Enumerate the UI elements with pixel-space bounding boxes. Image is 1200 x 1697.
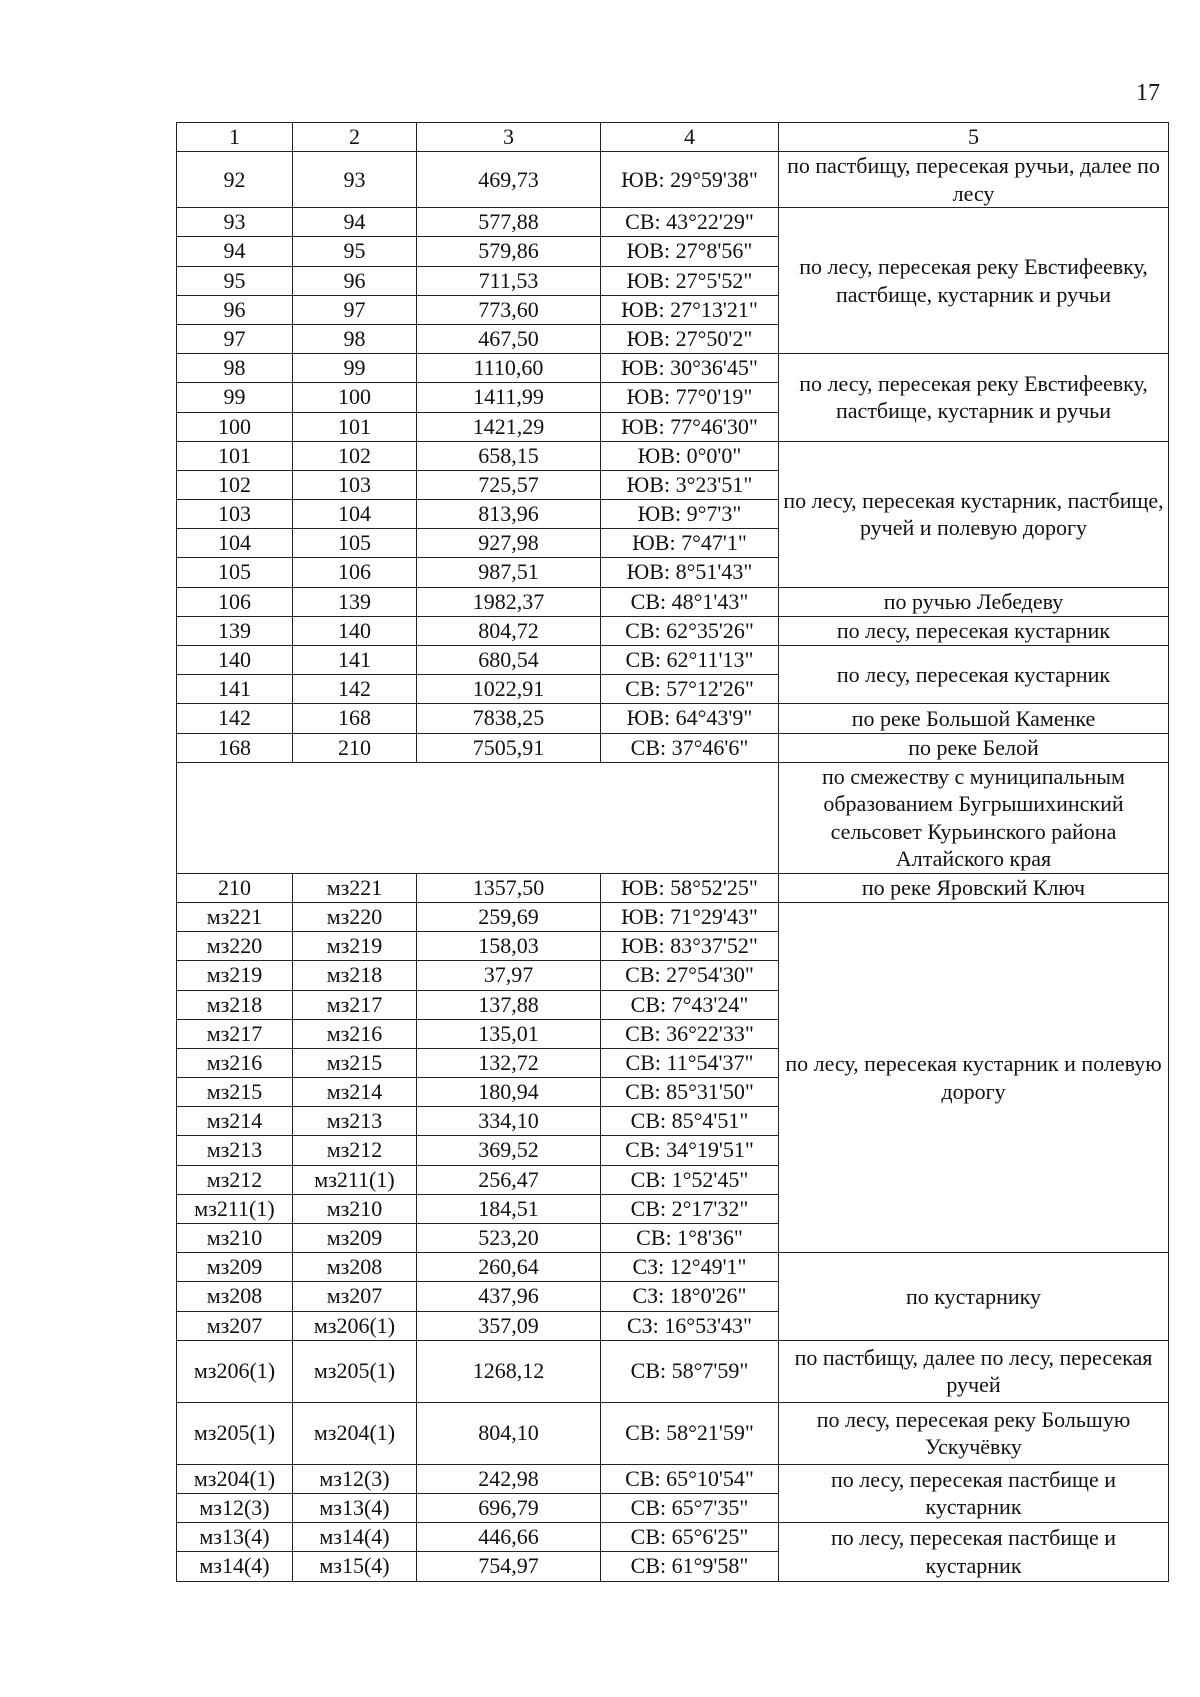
direction: СВ: 57°12'26" xyxy=(601,675,779,704)
point-from: 94 xyxy=(177,237,293,266)
point-from: мз14(4) xyxy=(177,1552,293,1581)
direction: ЮВ: 30°36'45" xyxy=(601,354,779,383)
point-from: мз205(1) xyxy=(177,1402,293,1464)
direction: ЮВ: 64°43'9" xyxy=(601,704,779,733)
direction: ЮВ: 27°8'56" xyxy=(601,237,779,266)
point-from: мз215 xyxy=(177,1078,293,1107)
direction: ЮВ: 58°52'25" xyxy=(601,873,779,902)
distance: 180,94 xyxy=(417,1078,601,1107)
point-from: 106 xyxy=(177,587,293,616)
distance: 256,47 xyxy=(417,1165,601,1194)
distance: 1357,50 xyxy=(417,873,601,902)
point-from: мз219 xyxy=(177,961,293,990)
point-from: 139 xyxy=(177,616,293,645)
distance: 804,72 xyxy=(417,616,601,645)
direction: СЗ: 16°53'43" xyxy=(601,1311,779,1340)
point-from: 99 xyxy=(177,383,293,412)
point-to: 94 xyxy=(293,208,417,237)
description: по кустарнику xyxy=(779,1253,1169,1341)
table-row xyxy=(177,1464,1169,1493)
point-to: мз216 xyxy=(293,1019,417,1048)
point-from: мз210 xyxy=(177,1224,293,1253)
direction: ЮВ: 83°37'52" xyxy=(601,932,779,961)
point-to: 105 xyxy=(293,529,417,558)
direction: СВ: 58°21'59" xyxy=(601,1402,779,1464)
distance: 696,79 xyxy=(417,1493,601,1522)
distance: 577,88 xyxy=(417,208,601,237)
point-to: 96 xyxy=(293,266,417,295)
point-to: 98 xyxy=(293,324,417,353)
description: по лесу, пересекая кустарник xyxy=(779,646,1169,704)
distance: 927,98 xyxy=(417,529,601,558)
direction: СВ: 85°4'51" xyxy=(601,1107,779,1136)
distance: 469,73 xyxy=(417,152,601,208)
distance: 7505,91 xyxy=(417,733,601,762)
direction: СВ: 34°19'51" xyxy=(601,1136,779,1165)
point-to: мз211(1) xyxy=(293,1165,417,1194)
distance: 579,86 xyxy=(417,237,601,266)
distance: 357,09 xyxy=(417,1311,601,1340)
point-from: мз213 xyxy=(177,1136,293,1165)
direction: СВ: 37°46'6" xyxy=(601,733,779,762)
point-to: 95 xyxy=(293,237,417,266)
description: по лесу, пересекая кустарник xyxy=(779,616,1169,645)
point-from: мз212 xyxy=(177,1165,293,1194)
point-from: 98 xyxy=(177,354,293,383)
point-from: 105 xyxy=(177,558,293,587)
point-to: мз217 xyxy=(293,990,417,1019)
distance: 804,10 xyxy=(417,1402,601,1464)
point-to: мз207 xyxy=(293,1282,417,1311)
point-to: мз220 xyxy=(293,902,417,931)
distance: 1110,60 xyxy=(417,354,601,383)
distance: 725,57 xyxy=(417,470,601,499)
point-to: мз208 xyxy=(293,1253,417,1282)
description: по ручью Лебедеву xyxy=(779,587,1169,616)
distance: 369,52 xyxy=(417,1136,601,1165)
point-to: мз205(1) xyxy=(293,1340,417,1402)
point-from: мз12(3) xyxy=(177,1493,293,1522)
distance: 523,20 xyxy=(417,1224,601,1253)
description: по реке Большой Каменке xyxy=(779,704,1169,733)
point-to: 93 xyxy=(293,152,417,208)
direction: СВ: 11°54'37" xyxy=(601,1048,779,1077)
point-from: мз208 xyxy=(177,1282,293,1311)
distance: 773,60 xyxy=(417,295,601,324)
table-row xyxy=(177,704,1169,733)
distance: 658,15 xyxy=(417,441,601,470)
table-row xyxy=(177,441,1169,470)
boundary-table xyxy=(176,122,1169,1582)
direction: СВ: 65°10'54" xyxy=(601,1464,779,1493)
direction: СВ: 1°8'36" xyxy=(601,1224,779,1253)
direction: СВ: 85°31'50" xyxy=(601,1078,779,1107)
point-from: мз211(1) xyxy=(177,1194,293,1223)
distance: 437,96 xyxy=(417,1282,601,1311)
point-to: 104 xyxy=(293,500,417,529)
point-from: 168 xyxy=(177,733,293,762)
table-row xyxy=(177,902,1169,931)
distance: 7838,25 xyxy=(417,704,601,733)
direction: СВ: 62°35'26" xyxy=(601,616,779,645)
point-to: 168 xyxy=(293,704,417,733)
direction: СВ: 65°7'35" xyxy=(601,1493,779,1522)
direction: ЮВ: 27°50'2" xyxy=(601,324,779,353)
distance: 1268,12 xyxy=(417,1340,601,1402)
point-from: 101 xyxy=(177,441,293,470)
direction: СВ: 62°11'13" xyxy=(601,646,779,675)
distance: 813,96 xyxy=(417,500,601,529)
distance: 680,54 xyxy=(417,646,601,675)
direction: ЮВ: 29°59'38" xyxy=(601,152,779,208)
point-to: 100 xyxy=(293,383,417,412)
point-to: мз206(1) xyxy=(293,1311,417,1340)
point-from: 140 xyxy=(177,646,293,675)
table-row xyxy=(177,733,1169,762)
description: по лесу, пересекая реку Большую Ускучёвку xyxy=(779,1402,1169,1464)
point-to: 106 xyxy=(293,558,417,587)
point-to: мз221 xyxy=(293,873,417,902)
description: по пастбищу, пересекая ручьи, далее по лесу xyxy=(779,152,1169,208)
point-from: мз214 xyxy=(177,1107,293,1136)
direction: СВ: 27°54'30" xyxy=(601,961,779,990)
point-to: мз13(4) xyxy=(293,1493,417,1522)
point-to: мз219 xyxy=(293,932,417,961)
point-from: 92 xyxy=(177,152,293,208)
col-header-3: 3 xyxy=(417,123,601,152)
direction: СВ: 1°52'45" xyxy=(601,1165,779,1194)
point-from: 103 xyxy=(177,500,293,529)
point-to: мз12(3) xyxy=(293,1464,417,1493)
description: по реке Яровский Ключ xyxy=(779,873,1169,902)
distance: 242,98 xyxy=(417,1464,601,1493)
point-to: мз214 xyxy=(293,1078,417,1107)
col-header-1: 1 xyxy=(177,123,293,152)
direction: СВ: 65°6'25" xyxy=(601,1523,779,1552)
point-from: мз206(1) xyxy=(177,1340,293,1402)
distance: 259,69 xyxy=(417,902,601,931)
point-to: 103 xyxy=(293,470,417,499)
distance: 334,10 xyxy=(417,1107,601,1136)
col-header-5: 5 xyxy=(779,123,1169,152)
point-from: 100 xyxy=(177,412,293,441)
distance: 446,66 xyxy=(417,1523,601,1552)
point-to: мз15(4) xyxy=(293,1552,417,1581)
direction: СВ: 7°43'24" xyxy=(601,990,779,1019)
distance: 260,64 xyxy=(417,1253,601,1282)
point-to: мз204(1) xyxy=(293,1402,417,1464)
description: по лесу, пересекая пастбище и кустарник xyxy=(779,1523,1169,1581)
point-to: 141 xyxy=(293,646,417,675)
distance: 1022,91 xyxy=(417,675,601,704)
point-to: 139 xyxy=(293,587,417,616)
table-row xyxy=(177,208,1169,237)
direction: ЮВ: 3°23'51" xyxy=(601,470,779,499)
point-from: мз204(1) xyxy=(177,1464,293,1493)
direction: СВ: 48°1'43" xyxy=(601,587,779,616)
point-from: 93 xyxy=(177,208,293,237)
point-from: 96 xyxy=(177,295,293,324)
point-to: 140 xyxy=(293,616,417,645)
point-to: мз213 xyxy=(293,1107,417,1136)
direction: ЮВ: 27°13'21" xyxy=(601,295,779,324)
point-to: 101 xyxy=(293,412,417,441)
point-from: мз218 xyxy=(177,990,293,1019)
direction: СВ: 43°22'29" xyxy=(601,208,779,237)
point-from: 97 xyxy=(177,324,293,353)
direction: СЗ: 12°49'1" xyxy=(601,1253,779,1282)
description: по лесу, пересекая пастбище и кустарник xyxy=(779,1464,1169,1522)
distance: 132,72 xyxy=(417,1048,601,1077)
distance: 184,51 xyxy=(417,1194,601,1223)
point-to: мз215 xyxy=(293,1048,417,1077)
point-to: 210 xyxy=(293,733,417,762)
description: по лесу, пересекая кустарник, пастбище, ручей и полевую дорогу xyxy=(779,441,1169,587)
point-to: мз209 xyxy=(293,1224,417,1253)
distance: 754,97 xyxy=(417,1552,601,1581)
distance: 711,53 xyxy=(417,266,601,295)
direction: СЗ: 18°0'26" xyxy=(601,1282,779,1311)
table-row xyxy=(177,616,1169,645)
direction: СВ: 2°17'32" xyxy=(601,1194,779,1223)
table-row xyxy=(177,646,1169,675)
point-from: 102 xyxy=(177,470,293,499)
table-row xyxy=(177,1253,1169,1282)
description: по лесу, пересекая реку Евстифеевку, пастбище, кустарник и ручьи xyxy=(779,208,1169,354)
point-to: мз210 xyxy=(293,1194,417,1223)
point-to: 97 xyxy=(293,295,417,324)
point-to: 142 xyxy=(293,675,417,704)
direction: СВ: 61°9'58" xyxy=(601,1552,779,1581)
direction: ЮВ: 8°51'43" xyxy=(601,558,779,587)
direction: ЮВ: 77°0'19" xyxy=(601,383,779,412)
point-to: мз14(4) xyxy=(293,1523,417,1552)
empty-merged-cell xyxy=(177,762,779,873)
point-from: мз220 xyxy=(177,932,293,961)
point-from: 141 xyxy=(177,675,293,704)
point-from: мз209 xyxy=(177,1253,293,1282)
description: по лесу, пересекая реку Евстифеевку, пастбище, кустарник и ручьи xyxy=(779,354,1169,442)
distance: 987,51 xyxy=(417,558,601,587)
point-from: мз216 xyxy=(177,1048,293,1077)
table-row xyxy=(177,1402,1169,1464)
direction: ЮВ: 77°46'30" xyxy=(601,412,779,441)
direction: ЮВ: 0°0'0" xyxy=(601,441,779,470)
direction: ЮВ: 27°5'52" xyxy=(601,266,779,295)
table-row xyxy=(177,587,1169,616)
direction: ЮВ: 7°47'1" xyxy=(601,529,779,558)
point-from: мз207 xyxy=(177,1311,293,1340)
point-from: 104 xyxy=(177,529,293,558)
point-from: 210 xyxy=(177,873,293,902)
point-to: 102 xyxy=(293,441,417,470)
table-row xyxy=(177,354,1169,383)
table-row xyxy=(177,152,1169,208)
point-from: 95 xyxy=(177,266,293,295)
description: по пастбищу, далее по лесу, пересекая ручей xyxy=(779,1340,1169,1402)
distance: 1411,99 xyxy=(417,383,601,412)
distance: 135,01 xyxy=(417,1019,601,1048)
direction: ЮВ: 71°29'43" xyxy=(601,902,779,931)
distance: 37,97 xyxy=(417,961,601,990)
distance: 137,88 xyxy=(417,990,601,1019)
point-from: мз221 xyxy=(177,902,293,931)
distance: 467,50 xyxy=(417,324,601,353)
description: по лесу, пересекая кустарник и полевую дорогу xyxy=(779,902,1169,1252)
point-from: мз13(4) xyxy=(177,1523,293,1552)
point-to: 99 xyxy=(293,354,417,383)
direction: СВ: 36°22'33" xyxy=(601,1019,779,1048)
point-from: 142 xyxy=(177,704,293,733)
description: по смежеству с муниципальным образованием Бугрышихинский сельсовет Курьинского района Алтайского края xyxy=(779,762,1169,873)
table-row xyxy=(177,1523,1169,1552)
distance: 158,03 xyxy=(417,932,601,961)
point-from: мз217 xyxy=(177,1019,293,1048)
page-number: 17 xyxy=(1136,80,1160,106)
direction: ЮВ: 9°7'3" xyxy=(601,500,779,529)
point-to: мз218 xyxy=(293,961,417,990)
table-row xyxy=(177,1340,1169,1402)
description: по реке Белой xyxy=(779,733,1169,762)
distance: 1982,37 xyxy=(417,587,601,616)
table-row xyxy=(177,762,1169,873)
direction: СВ: 58°7'59" xyxy=(601,1340,779,1402)
col-header-2: 2 xyxy=(293,123,417,152)
table-row xyxy=(177,873,1169,902)
distance: 1421,29 xyxy=(417,412,601,441)
col-header-4: 4 xyxy=(601,123,779,152)
header-row xyxy=(177,123,1169,152)
point-to: мз212 xyxy=(293,1136,417,1165)
